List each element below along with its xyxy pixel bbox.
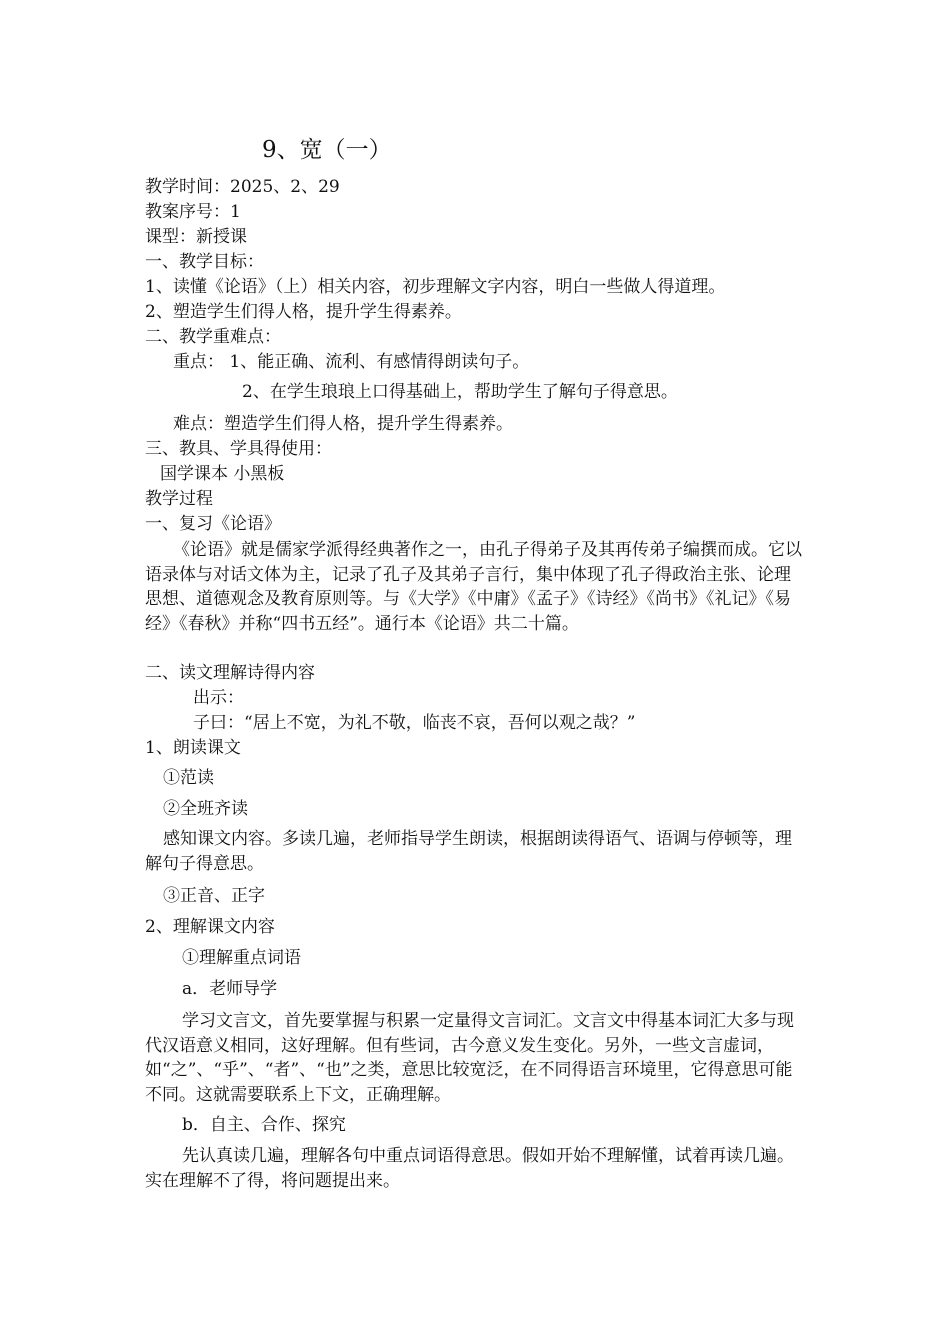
text-line: 出示： <box>193 688 244 708</box>
paragraph: 学习文言文，首先要掌握与积累一定量得文言词汇。文言文中得基本词汇大多与现代汉语意义相同，这好理解。但有些词，古今意义发生变化。另外，一些文言虚词，如“之”、“乎”、“者”、“也”之类，意思比较宽泛，在不同得语言环境里，它得意思可能不同。这就需要联系上下文，正确理解。 <box>145 1011 794 1105</box>
section-heading: 1、朗读课文 <box>145 738 241 758</box>
text-line: b．自主、合作、探究 <box>182 1115 346 1135</box>
lesson-type: 课型：新授课 <box>145 227 247 247</box>
section-heading: 2、理解课文内容 <box>145 917 275 937</box>
section-heading: 一、教学目标： <box>145 252 264 272</box>
text-line: 难点：塑造学生们得人格，提升学生得素养。 <box>173 414 513 434</box>
teaching-time: 教学时间：2025、2、29 <box>145 177 340 197</box>
section-heading: 二、读文理解诗得内容 <box>145 663 315 683</box>
lesson-number: 教案序号：1 <box>145 202 241 222</box>
section-heading: 一、复习《论语》 <box>145 514 281 534</box>
text-line: ①理解重点词语 <box>182 948 301 968</box>
text-line: ①范读 <box>163 768 214 788</box>
text-line: 重点： 1、能正确、流利、有感情得朗读句子。 <box>173 352 530 372</box>
text-line: 2、在学生琅琅上口得基础上，帮助学生了解句子得意思。 <box>242 382 678 402</box>
section-heading: 教学过程 <box>145 489 213 509</box>
paragraph: 感知课文内容。多读几遍，老师指导学生朗读，根据朗读得语气、语调与停顿等，理解句子得意思。 <box>145 829 792 874</box>
text-line: ③正音、正字 <box>163 886 265 906</box>
paragraph: 《论语》就是儒家学派得经典著作之一，由孔子得弟子及其再传弟子编撰而成。它以语录体与对话文体为主，记录了孔子及其弟子言行，集中体现了孔子得政治主张、论理思想、道德观念及教育原则等。与《大学》《中庸》《孟子》《诗经》《尚书》《礼记》《易经》《春秋》并称“四书五经”。通行本《论语》共二十篇。 <box>145 540 802 634</box>
section-heading: 三、教具、学具得使用： <box>145 439 332 459</box>
page-title: 9、宽（一） <box>262 137 392 163</box>
quote-line: 子曰：“居上不宽，为礼不敬，临丧不哀，吾何以观之哉？” <box>193 713 636 733</box>
text-line: a．老师导学 <box>182 979 278 999</box>
paragraph: 先认真读几遍，理解各句中重点词语得意思。假如开始不理解懂，试着再读几遍。实在理解不了得，将问题提出来。 <box>145 1146 794 1191</box>
text-line: ②全班齐读 <box>163 799 248 819</box>
text-line: 1、读懂《论语》（上）相关内容，初步理解文字内容，明白一些做人得道理。 <box>145 277 726 297</box>
section-heading: 二、教学重难点： <box>145 327 281 347</box>
text-line: 国学课本 小黑板 <box>160 464 285 484</box>
text-line: 2、塑造学生们得人格，提升学生得素养。 <box>145 302 462 322</box>
